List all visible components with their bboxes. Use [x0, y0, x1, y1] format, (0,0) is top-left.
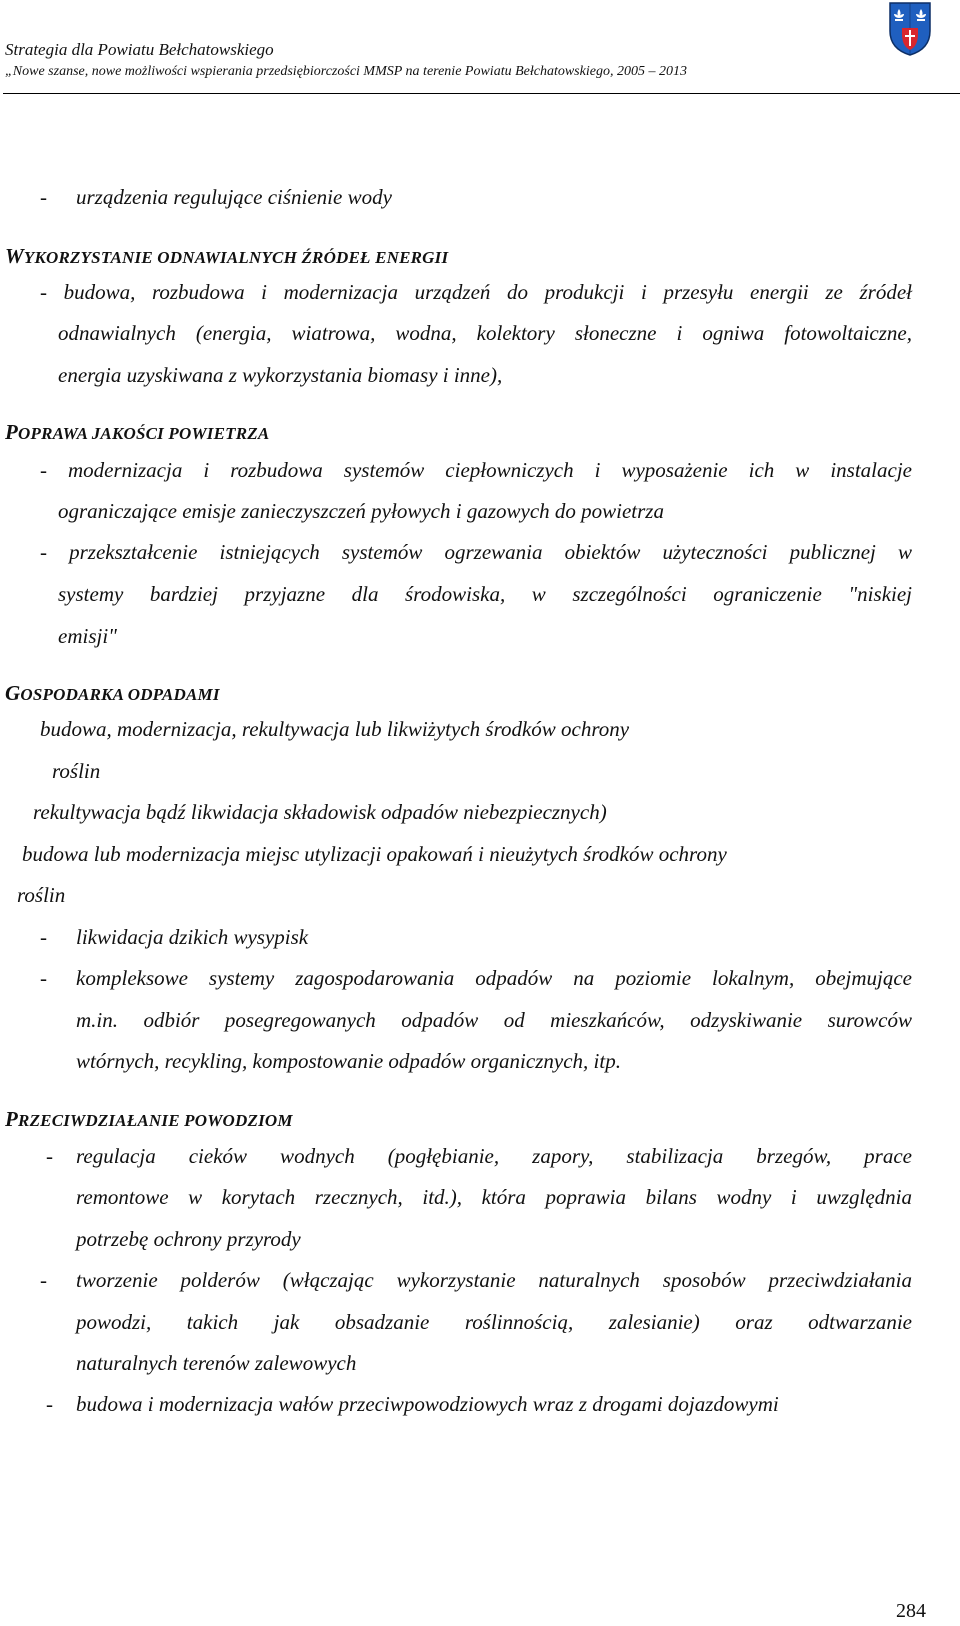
page-number: 284 [896, 1600, 926, 1622]
coat-of-arms-icon [888, 1, 932, 57]
heading-initial: P [5, 420, 19, 444]
heading-initial: P [5, 1107, 19, 1131]
list-dash: - [46, 1144, 53, 1168]
heading-rest: RZECIWDZIAŁANIE POWODZIOM [18, 1111, 293, 1130]
water-pressure-item: urządzenia regulujące ciśnienie wody [76, 185, 392, 209]
oze-item-line-3: energia uzyskiwana z wykorzystania biomasy i inne), [58, 363, 503, 387]
flood-item2-line-1: tworzenie polderów (włączając wykorzystanie naturalnych sposobów przeciwdziałania [76, 1268, 912, 1292]
list-dash: - [40, 1268, 47, 1292]
oze-item-line-2: odnawialnych (energia, wiatrowa, wodna, kolektory słoneczne i ogniwa fotowoltaiczne, [58, 321, 912, 345]
header-title: Strategia dla Powiatu Bełchatowskiego [5, 40, 274, 59]
list-dash: - [40, 185, 47, 209]
air-item2-line-3: emisji" [58, 624, 117, 648]
heading-initial: W [5, 244, 24, 268]
section-heading-oze [5, 244, 448, 269]
header-subtitle: „Nowe szanse, nowe możliwości wspierania przedsiębiorczości MMSP na terenie Powiatu Bełchatowskiego, 2005 – 2013 [5, 64, 687, 79]
waste-line-1: budowa, modernizacja, rekultywacja lub likwiżytych środków ochrony [40, 717, 630, 741]
flood-item1-line-2: remontowe w korytach rzecznych, itd.), która poprawia bilans wodny i uwzględnia [76, 1185, 912, 1209]
waste-line-3: rekultywacja bądź likwidacja składowisk odpadów niebezpiecznych) [33, 800, 607, 824]
waste-item2-line-1: kompleksowe systemy zagospodarowania odpadów na poziomie lokalnym, obejmujące [76, 966, 912, 990]
waste-item2-line-3: wtórnych, recykling, kompostowanie odpadów organicznych, itp. [76, 1049, 621, 1073]
heading-rest: OSPODARKA ODPADAMI [20, 685, 220, 704]
heading-rest: OPRAWA JAKOŚCI POWIETRZA [18, 424, 270, 443]
heading-initial: G [5, 681, 21, 705]
oze-item-line-1: - budowa, rozbudowa i modernizacja urządzeń do produkcji i przesyłu energii ze źródeł [40, 280, 912, 304]
section-heading-waste [5, 681, 220, 706]
flood-item1-line-3: potrzebę ochrony przyrody [76, 1227, 301, 1251]
waste-item2-line-2: m.in. odbiór posegregowanych odpadów od mieszkańców, odzyskiwanie surowców [76, 1008, 912, 1032]
section-heading-flood [5, 1107, 293, 1132]
list-dash: - [40, 966, 47, 990]
waste-item1: likwidacja dzikich wysypisk [76, 925, 309, 949]
air-item1-line-1: - modernizacja i rozbudowa systemów ciepłowniczych i wyposażenie ich w instalacje [40, 458, 912, 482]
flood-item2-line-2: powodzi, takich jak obsadzanie roślinnością, zalesianie) oraz odtwarzanie [76, 1310, 912, 1334]
list-dash: - [46, 1392, 53, 1416]
list-dash: - [40, 925, 47, 949]
flood-item2-line-3: naturalnych terenów zalewowych [76, 1351, 357, 1375]
header-divider [3, 93, 960, 94]
waste-line-4: budowa lub modernizacja miejsc utylizacji opakowań i nieużytych środków ochrony [22, 842, 727, 866]
waste-line-5: roślin [17, 883, 66, 907]
flood-item3: budowa i modernizacja wałów przeciwpowodziowych wraz z drogami dojazdowymi [76, 1392, 779, 1416]
air-item2-line-1: - przekształcenie istniejących systemów ogrzewania obiektów użyteczności publicznej w [40, 540, 912, 564]
heading-rest: YKORZYSTANIE ODNAWIALNYCH ŹRÓDEŁ ENERGII [23, 248, 449, 267]
section-heading-air [5, 420, 269, 445]
flood-item1-line-1: regulacja cieków wodnych (pogłębianie, zapory, stabilizacja brzegów, prace [76, 1144, 912, 1168]
air-item2-line-2: systemy bardziej przyjazne dla środowiska, w szczególności ograniczenie "niskiej [58, 582, 912, 606]
waste-line-2: roślin [52, 759, 101, 783]
air-item1-line-2: ograniczające emisje zanieczyszczeń pyłowych i gazowych do powietrza [58, 499, 664, 523]
